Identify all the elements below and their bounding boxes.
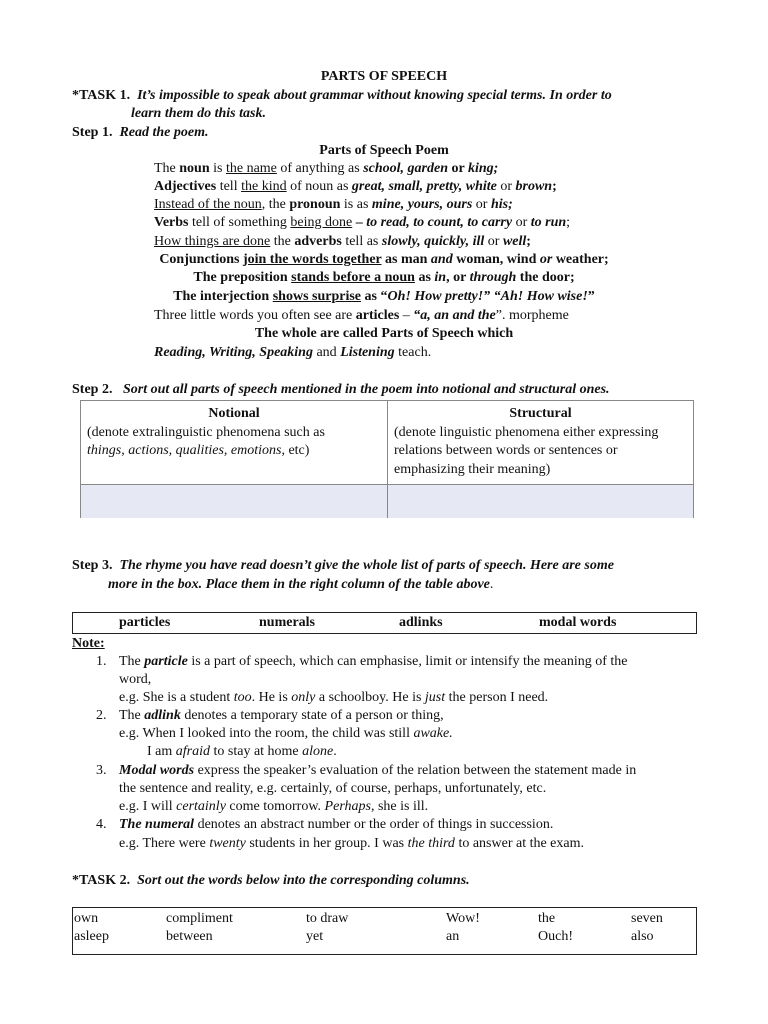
poem-line-11: Reading, Writing, Speaking and Listening teach.	[154, 345, 432, 360]
notional-column	[81, 401, 387, 484]
page-title: PARTS OF SPEECH	[320, 69, 448, 84]
word-numerals: numerals	[259, 615, 315, 630]
notional-desc-2: things, actions, qualities, emotions, etc)	[87, 443, 310, 458]
structural-desc-3: emphasizing their meaning)	[394, 461, 551, 477]
poem-title: Parts of Speech Poem	[319, 143, 449, 158]
structural-desc-2: relations between words or sentences or	[394, 443, 618, 458]
parts-of-speech-table	[80, 400, 694, 518]
task1-line1	[72, 87, 612, 106]
task1-label: *TASK 1.	[72, 88, 131, 103]
task1-text-a: It’s impossible to speak about grammar without knowing special terms	[137, 88, 543, 103]
task1-line2: learn them do this task.	[131, 106, 266, 121]
notional-header: Notional	[208, 406, 260, 421]
word-box	[72, 612, 697, 634]
task2: *TASK 2. Sort out the words below into the corresponding columns.	[72, 873, 470, 888]
notional-desc-1: (denote extralinguistic phenomena such as	[87, 424, 325, 440]
note-3-line2: the sentence and reality, e.g. certainly, of course, perhaps, unfortunately, etc.	[119, 781, 547, 796]
words-table	[72, 907, 697, 955]
step3-line1: Step 3. The rhyme you have read doesn’t give the whole list of parts of speech. Here are some	[72, 558, 614, 573]
poem-line-10: The whole are called Parts of Speech which	[254, 326, 514, 341]
note-3-line1: Modal words express the speaker’s evaluation of the relation between the statement made in	[119, 763, 637, 778]
poem-line-4: Verbs tell of something being done – to read, to count, to carry or to run;	[154, 215, 571, 230]
word-cell: the	[538, 911, 556, 926]
note-4-line1: The numeral denotes an abstract number or the order of things in succession.	[119, 817, 554, 832]
note-2-num: 2.	[96, 708, 107, 723]
poem-line-3: Instead of the noun, the pronoun is as mine, yours, ours or his;	[154, 197, 513, 212]
poem-line-5: How things are done the adverbs tell as slowly, quickly, ill or well;	[154, 234, 531, 249]
poem-line-6: Conjunctions join the words together as man and woman, wind or weather;	[159, 252, 609, 267]
word-cell: Wow!	[446, 911, 480, 926]
poem-line-1: The noun is the name of anything as school, garden or king;	[154, 161, 499, 176]
word-cell: also	[631, 929, 654, 944]
note-1-line2: word,	[119, 672, 152, 687]
word-cell: seven	[631, 911, 663, 926]
word-cell: own	[74, 911, 99, 926]
structural-desc-1: (denote linguistic phenomena either expressing	[394, 424, 659, 440]
structural-answer-cell[interactable]	[387, 484, 693, 518]
note-1-example: e.g. She is a student too. He is only a schoolboy. He is just the person I need.	[119, 690, 549, 705]
note-4-example: e.g. There were twenty students in her group. I was the third to answer at the exam.	[119, 836, 584, 851]
note-1-num: 1.	[96, 654, 107, 669]
word-adlinks: adlinks	[399, 615, 443, 630]
word-cell: Ouch!	[538, 929, 573, 944]
note-2-example1: e.g. When I looked into the room, the child was still awake.	[119, 726, 453, 741]
structural-header: Structural	[509, 406, 572, 421]
structural-column	[387, 401, 693, 484]
note-3-example: e.g. I will certainly come tomorrow. Perhaps, she is ill.	[119, 799, 429, 814]
note-label: Note:	[72, 636, 105, 651]
step2: Step 2. Sort out all parts of speech mentioned in the poem into notional and structural ones.	[72, 382, 610, 397]
note-2-example2: I am afraid to stay at home alone.	[147, 744, 337, 759]
note-3-num: 3.	[96, 763, 107, 778]
note-2-line1: The adlink denotes a temporary state of a person or thing,	[119, 708, 444, 723]
word-cell: asleep	[74, 929, 109, 944]
step1: Step 1. Read the poem.	[72, 125, 209, 140]
word-particles: particles	[119, 615, 171, 630]
poem-line-2: Adjectives tell the kind of noun as great, small, pretty, white or brown;	[154, 179, 557, 194]
task1-text-b: . In order to	[542, 88, 612, 103]
poem-line-8: The interjection shows surprise as “Oh! How pretty!” “Ah! How wise!”	[173, 289, 595, 304]
word-cell: an	[446, 929, 460, 944]
notional-answer-cell[interactable]	[81, 484, 387, 518]
poem-line-9: Three little words you often see are articles – “a, an and the”. morpheme	[154, 308, 569, 323]
step3-line2: more in the box. Place them in the right column of the table above.	[108, 577, 494, 592]
word-cell: between	[166, 929, 213, 944]
poem-line-7: The preposition stands before a noun as in, or through the door;	[193, 270, 575, 285]
note-4-num: 4.	[96, 817, 107, 832]
note-1-line1: The particle is a part of speech, which can emphasise, limit or intensify the meaning of the	[119, 654, 628, 669]
word-cell: yet	[306, 929, 324, 944]
word-cell: to draw	[306, 911, 349, 926]
word-modal-words: modal words	[539, 615, 617, 630]
word-cell: compliment	[166, 911, 233, 926]
